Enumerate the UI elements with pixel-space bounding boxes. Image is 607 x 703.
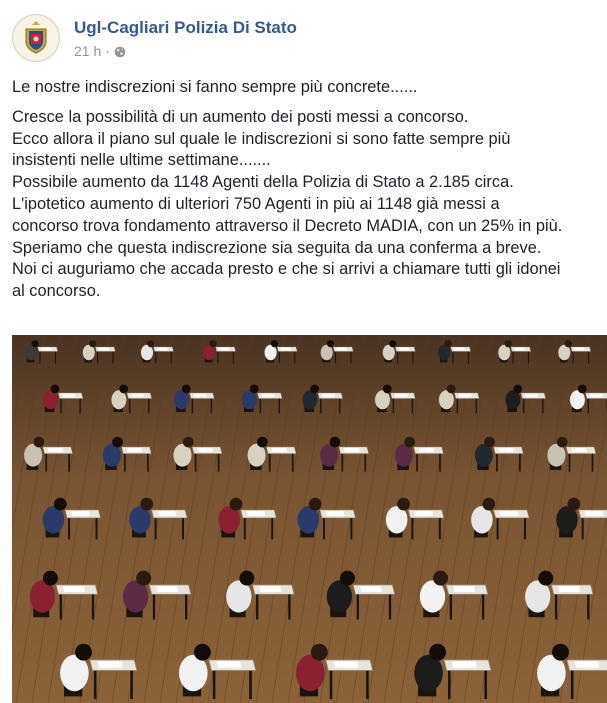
post-line: al concorso. bbox=[12, 282, 101, 301]
post-line: concorso trova fondamento attraverso il Decreto MADIA, con un 25% in più. bbox=[12, 216, 563, 235]
author-name-link[interactable]: Ugl-Cagliari Polizia Di Stato bbox=[74, 18, 297, 37]
post-line: Cresce la possibilità di un aumento dei posti messi a concorso. bbox=[12, 107, 469, 126]
post-line: Speriamo che questa indiscrezione sia seguita da una conferma a breve. bbox=[12, 238, 542, 257]
post-line: Possibile aumento da 1148 Agenti della Polizia di Stato a 2.185 circa. bbox=[12, 173, 514, 192]
post-photo[interactable] bbox=[12, 335, 607, 703]
post-line: L'ipotetico aumento di ulteriori 750 Agenti in più ai 1148 già messi a bbox=[12, 194, 500, 213]
globe-icon[interactable] bbox=[114, 45, 126, 57]
post-line: Ecco allora il piano sul quale le indiscrezioni si sono fatte sempre più bbox=[12, 129, 511, 148]
post-timestamp[interactable]: 21 h bbox=[74, 43, 102, 59]
post-line: Noi ci auguriamo che accada presto e che si arrivi a chiamare tutti gli idonei bbox=[12, 260, 561, 279]
meta-separator: · bbox=[105, 43, 110, 59]
post-header bbox=[12, 12, 592, 62]
page-avatar[interactable] bbox=[12, 14, 60, 62]
exam-hall-photo bbox=[12, 335, 607, 703]
post-meta bbox=[74, 43, 126, 59]
police-crest-icon bbox=[13, 15, 59, 61]
post-line: Le nostre indiscrezioni si fanno sempre più concrete...... bbox=[12, 78, 418, 96]
post-text bbox=[12, 77, 602, 303]
post-line: insistenti nelle ultime settimane....... bbox=[12, 151, 271, 170]
